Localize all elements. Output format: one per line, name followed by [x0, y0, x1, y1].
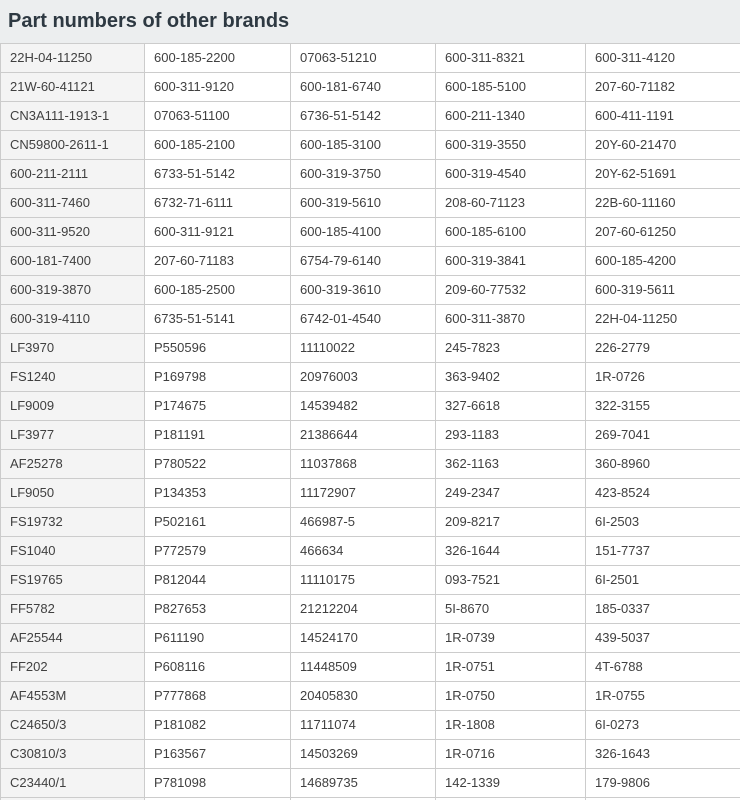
part-number-cell: 363-9402	[436, 363, 586, 392]
part-number-cell: 600-311-9121	[145, 218, 291, 247]
part-number-cell: 322-3155	[586, 392, 740, 421]
part-number-cell: P134353	[145, 479, 291, 508]
table-row	[1, 131, 740, 160]
table-row	[1, 44, 740, 73]
part-number-cell: P163567	[145, 740, 291, 769]
part-number-cell: 4T-6788	[586, 653, 740, 682]
part-number-cell: 326-1644	[436, 537, 586, 566]
part-number-cell: 093-7521	[436, 566, 586, 595]
row-first-part-cell: C30810/3	[1, 740, 145, 769]
part-number-cell: 14524170	[291, 624, 436, 653]
part-number-cell: 600-319-3610	[291, 276, 436, 305]
part-number-cell: 6732-71-6111	[145, 189, 291, 218]
row-first-part-cell: 600-319-4110	[1, 305, 145, 334]
part-number-cell: 600-311-4120	[586, 44, 740, 73]
row-first-part-cell: 21W-60-41121	[1, 73, 145, 102]
table-row	[1, 769, 740, 798]
part-number-cell: 249-2347	[436, 479, 586, 508]
part-number-cell: 11448509	[291, 653, 436, 682]
part-number-cell: 600-185-3100	[291, 131, 436, 160]
part-number-cell: 423-8524	[586, 479, 740, 508]
row-first-part-cell: FS1040	[1, 537, 145, 566]
part-number-cell: 07063-51100	[145, 102, 291, 131]
part-number-cell: 600-185-2500	[145, 276, 291, 305]
part-number-cell: 245-7823	[436, 334, 586, 363]
part-number-cell: 6742-01-4540	[291, 305, 436, 334]
row-first-part-cell: LF9050	[1, 479, 145, 508]
part-number-cell: 5I-8670	[436, 595, 586, 624]
row-first-part-cell: 600-181-7400	[1, 247, 145, 276]
part-number-cell: 6735-51-5141	[145, 305, 291, 334]
part-number-cell: 600-319-5611	[586, 276, 740, 305]
part-number-cell: 14539482	[291, 392, 436, 421]
part-number-cell: 466634	[291, 537, 436, 566]
part-number-cell: P608116	[145, 653, 291, 682]
part-number-cell: 600-185-6100	[436, 218, 586, 247]
part-number-cell: 6754-79-6140	[291, 247, 436, 276]
row-first-part-cell: FS19732	[1, 508, 145, 537]
part-number-cell: 362-1163	[436, 450, 586, 479]
part-number-cell: 14503269	[291, 740, 436, 769]
part-number-cell: P181082	[145, 711, 291, 740]
part-number-cell: 14689735	[291, 769, 436, 798]
part-number-cell: 11037868	[291, 450, 436, 479]
table-body	[1, 44, 740, 800]
part-number-cell: 11110022	[291, 334, 436, 363]
row-first-part-cell: 22H-04-11250	[1, 44, 145, 73]
part-number-cell: 600-311-3870	[436, 305, 586, 334]
table-row	[1, 682, 740, 711]
part-number-cell: 6I-2501	[586, 566, 740, 595]
row-first-part-cell: FS1240	[1, 363, 145, 392]
part-number-cell: 142-1339	[436, 769, 586, 798]
part-number-cell: 600-185-2100	[145, 131, 291, 160]
table-row	[1, 450, 740, 479]
part-number-cell: 466987-5	[291, 508, 436, 537]
row-first-part-cell: FF202	[1, 653, 145, 682]
table-row	[1, 653, 740, 682]
part-number-cell: 600-181-6740	[291, 73, 436, 102]
row-first-part-cell: AF25278	[1, 450, 145, 479]
part-number-cell: 179-9806	[586, 769, 740, 798]
part-number-cell: 1R-0751	[436, 653, 586, 682]
part-number-cell: 600-311-8321	[436, 44, 586, 73]
part-number-cell: P777868	[145, 682, 291, 711]
table-row	[1, 160, 740, 189]
part-number-cell: 600-319-5610	[291, 189, 436, 218]
part-number-cell: P550596	[145, 334, 291, 363]
part-number-cell: 1R-0750	[436, 682, 586, 711]
part-number-cell: 6736-51-5142	[291, 102, 436, 131]
part-number-cell: 209-60-77532	[436, 276, 586, 305]
part-number-cell: P611190	[145, 624, 291, 653]
part-number-cell: 600-211-1340	[436, 102, 586, 131]
row-first-part-cell: C23440/1	[1, 769, 145, 798]
part-number-cell: P169798	[145, 363, 291, 392]
table-row	[1, 711, 740, 740]
table-row	[1, 479, 740, 508]
table-row	[1, 247, 740, 276]
table-row	[1, 595, 740, 624]
part-number-cell: 11711074	[291, 711, 436, 740]
row-first-part-cell: AF4553M	[1, 682, 145, 711]
part-number-cell: 293-1183	[436, 421, 586, 450]
row-first-part-cell: 600-319-3870	[1, 276, 145, 305]
part-number-cell: P502161	[145, 508, 291, 537]
part-number-cell: 11110175	[291, 566, 436, 595]
part-number-cell: 360-8960	[586, 450, 740, 479]
part-number-cell: 327-6618	[436, 392, 586, 421]
table-row	[1, 102, 740, 131]
part-number-cell: 20976003	[291, 363, 436, 392]
table-row	[1, 363, 740, 392]
part-number-cell: 600-319-3841	[436, 247, 586, 276]
part-number-cell: 207-60-71182	[586, 73, 740, 102]
part-number-cell: 600-185-2200	[145, 44, 291, 73]
row-first-part-cell: 600-311-9520	[1, 218, 145, 247]
part-numbers-table	[0, 43, 740, 800]
part-number-cell: 20Y-62-51691	[586, 160, 740, 189]
part-number-cell: 600-411-1191	[586, 102, 740, 131]
part-number-cell: 600-311-9120	[145, 73, 291, 102]
row-first-part-cell: LF3977	[1, 421, 145, 450]
part-number-cell: 11172907	[291, 479, 436, 508]
page-title: Part numbers of other brands	[8, 10, 290, 32]
part-number-cell: 269-7041	[586, 421, 740, 450]
part-number-cell: 151-7737	[586, 537, 740, 566]
part-number-cell: 6I-2503	[586, 508, 740, 537]
part-number-cell: 600-185-5100	[436, 73, 586, 102]
part-number-cell: 326-1643	[586, 740, 740, 769]
part-number-cell: 185-0337	[586, 595, 740, 624]
part-number-cell: 208-60-71123	[436, 189, 586, 218]
row-first-part-cell: FS19765	[1, 566, 145, 595]
table-row	[1, 276, 740, 305]
row-first-part-cell: FF5782	[1, 595, 145, 624]
part-number-cell: P781098	[145, 769, 291, 798]
table-row	[1, 334, 740, 363]
part-number-cell: 21212204	[291, 595, 436, 624]
part-number-cell: 207-60-61250	[586, 218, 740, 247]
part-number-cell: P780522	[145, 450, 291, 479]
row-first-part-cell: CN59800-2611-1	[1, 131, 145, 160]
part-number-cell: P827653	[145, 595, 291, 624]
part-number-cell: 209-8217	[436, 508, 586, 537]
part-number-cell: 6733-51-5142	[145, 160, 291, 189]
part-number-cell: 22B-60-11160	[586, 189, 740, 218]
row-first-part-cell: LF9009	[1, 392, 145, 421]
table-row	[1, 566, 740, 595]
part-number-cell: 600-319-4540	[436, 160, 586, 189]
part-number-cell: 600-185-4200	[586, 247, 740, 276]
table-row	[1, 305, 740, 334]
part-number-cell: 600-185-4100	[291, 218, 436, 247]
row-first-part-cell: AF25544	[1, 624, 145, 653]
part-number-cell: 1R-0755	[586, 682, 740, 711]
part-number-cell: 600-319-3750	[291, 160, 436, 189]
part-number-cell: P174675	[145, 392, 291, 421]
row-first-part-cell: LF3970	[1, 334, 145, 363]
part-number-cell: 20Y-60-21470	[586, 131, 740, 160]
table-row	[1, 421, 740, 450]
part-number-cell: 6I-0273	[586, 711, 740, 740]
row-first-part-cell: C24650/3	[1, 711, 145, 740]
table-row	[1, 392, 740, 421]
part-number-cell: P812044	[145, 566, 291, 595]
part-number-cell: 22H-04-11250	[586, 305, 740, 334]
table-row	[1, 218, 740, 247]
table-row	[1, 73, 740, 102]
part-number-cell: 21386644	[291, 421, 436, 450]
part-number-cell: 1R-1808	[436, 711, 586, 740]
part-number-cell: 600-319-3550	[436, 131, 586, 160]
part-number-cell: 439-5037	[586, 624, 740, 653]
part-number-cell: P181191	[145, 421, 291, 450]
row-first-part-cell: CN3A111-1913-1	[1, 102, 145, 131]
part-number-cell: 1R-0716	[436, 740, 586, 769]
table-row	[1, 537, 740, 566]
part-number-cell: 226-2779	[586, 334, 740, 363]
table-row	[1, 189, 740, 218]
part-number-cell: 07063-51210	[291, 44, 436, 73]
part-number-cell: P772579	[145, 537, 291, 566]
row-first-part-cell: 600-211-2111	[1, 160, 145, 189]
table-row	[1, 740, 740, 769]
row-first-part-cell: 600-311-7460	[1, 189, 145, 218]
part-number-cell: 207-60-71183	[145, 247, 291, 276]
part-number-cell: 1R-0739	[436, 624, 586, 653]
part-number-cell: 20405830	[291, 682, 436, 711]
table-row	[1, 508, 740, 537]
table-row	[1, 624, 740, 653]
part-number-cell: 1R-0726	[586, 363, 740, 392]
